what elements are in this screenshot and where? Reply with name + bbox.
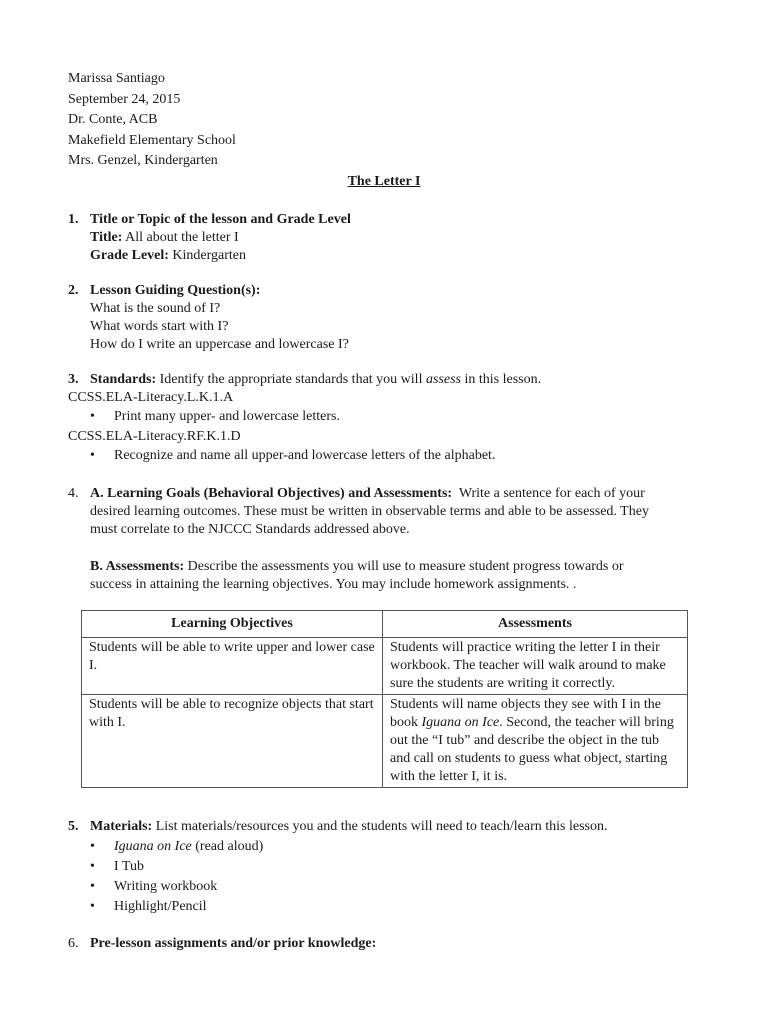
section-4a-heading: A. Learning Goals (Behavioral Objectives) and Assessments:	[90, 486, 453, 501]
assessment-text-after: . Second, the teacher will bring out the “I tub” and describe the object in the tub and call on students to guess what object, starting with the letter I, it is.	[390, 715, 674, 784]
table-cell-assessment: Students will practice writing the letter I in their workbook. The teacher will walk around to make sure the students are writing it correctly.	[383, 638, 688, 695]
guiding-question: What is the sound of I?	[90, 301, 221, 316]
section-4a-text: desired learning outcomes. These must be written in observable terms and able to be assessed. They	[90, 504, 649, 519]
section-3-intro-after: in this lesson.	[464, 372, 542, 387]
section-1-heading	[68, 211, 351, 229]
table-cell-objective: Students will be able to write upper and lower case I.	[82, 638, 383, 695]
author-name: Marissa Santiago	[68, 71, 165, 86]
section-3-heading-text: Standards:	[90, 372, 157, 387]
section-4b-heading: B. Assessments:	[90, 559, 185, 574]
grade-level-value: Kindergarten	[172, 248, 247, 263]
material-label: I Tub	[114, 859, 144, 874]
section-3-intro-before: Identify the appropriate standards that you will	[159, 372, 423, 387]
section-1-number: 1.	[68, 212, 79, 227]
section-4a-text: Write a sentence for each of your	[458, 486, 645, 501]
bullet-icon: •	[90, 409, 95, 424]
section-3-number: 3.	[68, 372, 79, 387]
bullet-icon: •	[90, 899, 95, 914]
table-row	[82, 695, 688, 788]
standard-description: Recognize and name all upper-and lowercase letters of the alphabet.	[114, 448, 496, 463]
table-header-row	[82, 611, 688, 638]
section-4b-text: success in attaining the learning objectives. You may include homework assignments. .	[90, 577, 577, 592]
section-6-heading-text: Pre-lesson assignments and/or prior knowledge:	[90, 936, 377, 951]
objectives-table	[81, 610, 688, 788]
lesson-title-label: Title:	[90, 230, 123, 245]
professor-name: Dr. Conte, ACB	[68, 112, 158, 127]
section-2-number: 2.	[68, 283, 79, 298]
standard-code: CCSS.ELA-Literacy.RF.K.1.D	[68, 429, 241, 444]
bullet-icon: •	[90, 448, 95, 463]
grade-level-label: Grade Level:	[90, 248, 169, 263]
material-book-title: Iguana on Ice	[114, 839, 192, 854]
section-5-heading-text: Materials:	[90, 819, 153, 834]
bullet-icon: •	[90, 879, 95, 894]
guiding-question: What words start with I?	[90, 319, 229, 334]
table-header-objectives: Learning Objectives	[82, 611, 383, 638]
assessment-text-before: Students will name objects they see with I in the book	[390, 697, 662, 730]
book-title: Iguana on Ice	[421, 715, 500, 730]
document-title: The Letter I	[347, 174, 421, 189]
standard-description: Print many upper- and lowercase letters.	[114, 409, 340, 424]
table-cell-objective: Students will be able to recognize objects that start with I.	[82, 695, 383, 788]
guiding-question: How do I write an uppercase and lowercase I?	[90, 337, 349, 352]
document-date: September 24, 2015	[68, 92, 181, 107]
bullet-icon: •	[90, 859, 95, 874]
section-5-number: 5.	[68, 819, 79, 834]
section-6-number: 6.	[68, 936, 79, 951]
table-row	[82, 638, 688, 695]
section-2-heading	[68, 282, 260, 300]
section-5-heading	[68, 818, 607, 836]
standard-code: CCSS.ELA-Literacy.L.K.1.A	[68, 390, 234, 405]
section-4-number: 4.	[68, 486, 79, 501]
section-1-heading-text: Title or Topic of the lesson and Grade Level	[90, 212, 351, 227]
section-5-intro: List materials/resources you and the students will need to teach/learn this lesson.	[155, 819, 608, 834]
bullet-icon: •	[90, 839, 95, 854]
section-6-heading	[68, 935, 376, 953]
material-label: Writing workbook	[114, 879, 218, 894]
section-3-heading	[68, 371, 541, 389]
section-4b-text: Describe the assessments you will use to measure student progress towards or	[187, 559, 624, 574]
grade-level-line	[90, 247, 246, 265]
lesson-title-value: All about the letter I	[125, 230, 239, 245]
school-name: Makefield Elementary School	[68, 133, 236, 148]
section-3-intro-italic: assess	[425, 372, 461, 387]
table-cell-assessment	[383, 695, 688, 788]
section-4b-line	[90, 558, 623, 576]
section-4-heading	[68, 485, 645, 503]
lesson-title-line	[90, 229, 239, 247]
table-header-assessments: Assessments	[383, 611, 688, 638]
material-label: Highlight/Pencil	[114, 899, 207, 914]
section-2-heading-text: Lesson Guiding Question(s):	[90, 283, 261, 298]
cooperating-teacher: Mrs. Genzel, Kindergarten	[68, 153, 218, 168]
material-note: (read aloud)	[191, 839, 264, 854]
section-4a-text: must correlate to the NJCCC Standards addressed above.	[90, 522, 410, 537]
